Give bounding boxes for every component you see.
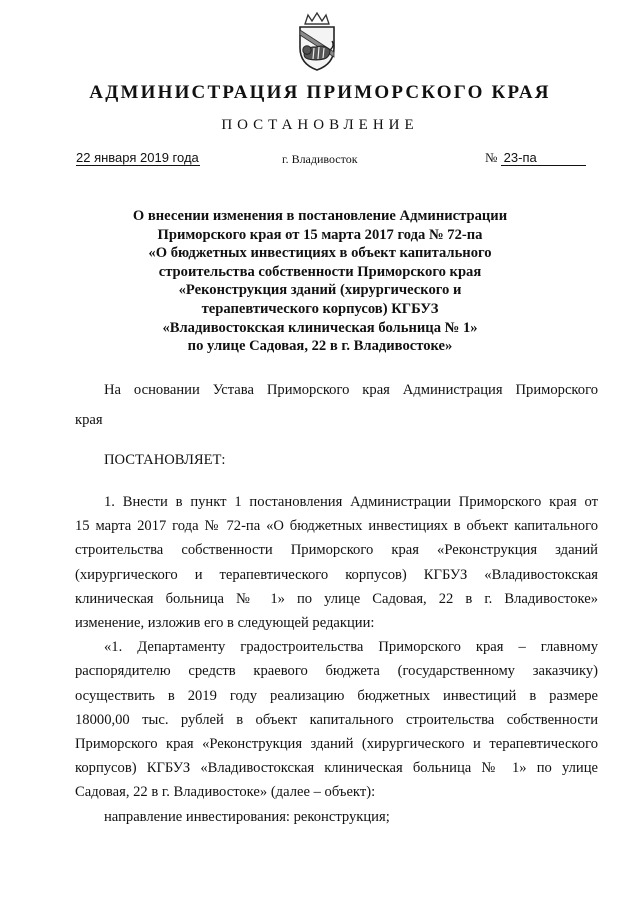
text-line: Садовая, 22 в г. Владивостоке» (далее – объект): <box>75 784 376 801</box>
org-title: АДМИНИСТРАЦИЯ ПРИМОРСКОГО КРАЯ <box>89 82 551 103</box>
subject-line: Приморского края от 15 марта 2017 года № 72-па <box>157 226 483 243</box>
text-line: корпусов) КГБУЗ «Владивостокская клиническая больница № 1» по улице <box>75 760 598 777</box>
text-line: (хирургического и терапевтического корпусов) КГБУЗ «Владивостокская <box>75 566 598 583</box>
text-line: распорядителю средств краевого бюджета (государственному заказчику) <box>75 663 598 680</box>
document-city: г. Владивосток <box>282 152 358 166</box>
text-line: клиническая больница № 1» по улице Садовая, 22 в г. Владивостоке» <box>75 590 598 607</box>
number-sign: № <box>485 150 498 165</box>
subject-line: «Реконструкция зданий (хирургического и <box>178 282 462 299</box>
subject-line: строительства собственности Приморского края <box>158 263 482 280</box>
text-line: «1. Департаменту градостроительства Приморского края – главному <box>104 639 598 656</box>
text-line: Приморского края «Реконструкция зданий (хирургического и терапевтического <box>75 736 598 753</box>
number-value: 23-па <box>501 150 586 166</box>
basis-paragraph <box>75 375 598 435</box>
document-date: 22 января 2019 года <box>76 150 199 165</box>
text-line: 15 марта 2017 года № 72-па «О бюджетных инвестициях в объект капитального <box>75 518 598 535</box>
subject-line: О внесении изменения в постановление Администрации <box>132 208 508 224</box>
text-line: 1. Внести в пункт 1 постановления Администрации Приморского края от <box>104 494 598 510</box>
subject-line: терапевтического корпусов) КГБУЗ <box>201 300 439 317</box>
basis-line: края <box>75 412 103 428</box>
document-subject <box>100 207 540 356</box>
document-number <box>485 150 586 166</box>
resolution-text <box>75 490 598 829</box>
decree-heading: ПОСТАНОВЛЯЕТ: <box>104 452 226 468</box>
subject-line: по улице Садовая, 22 в г. Владивостоке» <box>187 338 453 355</box>
subject-line: «Владивостокская клиническая больница № 1» <box>162 319 478 336</box>
subject-line: «О бюджетных инвестициях в объект капитального <box>148 245 492 262</box>
text-line: направление инвестирования: реконструкция; <box>104 808 390 825</box>
coat-of-arms-icon <box>286 10 348 72</box>
text-line: строительства собственности Приморского края «Реконструкция зданий <box>75 542 598 559</box>
text-line: осуществить в 2019 году реализацию бюджетных инвестиций в размере <box>75 687 598 704</box>
basis-line: На основании Устава Приморского края Администрация Приморского <box>104 382 598 398</box>
document-type: ПОСТАНОВЛЕНИЕ <box>221 117 419 133</box>
text-line: 18000,00 тыс. рублей в объект капитального строительства собственности <box>75 711 598 728</box>
text-line: изменение, изложив его в следующей редакции: <box>75 615 375 632</box>
